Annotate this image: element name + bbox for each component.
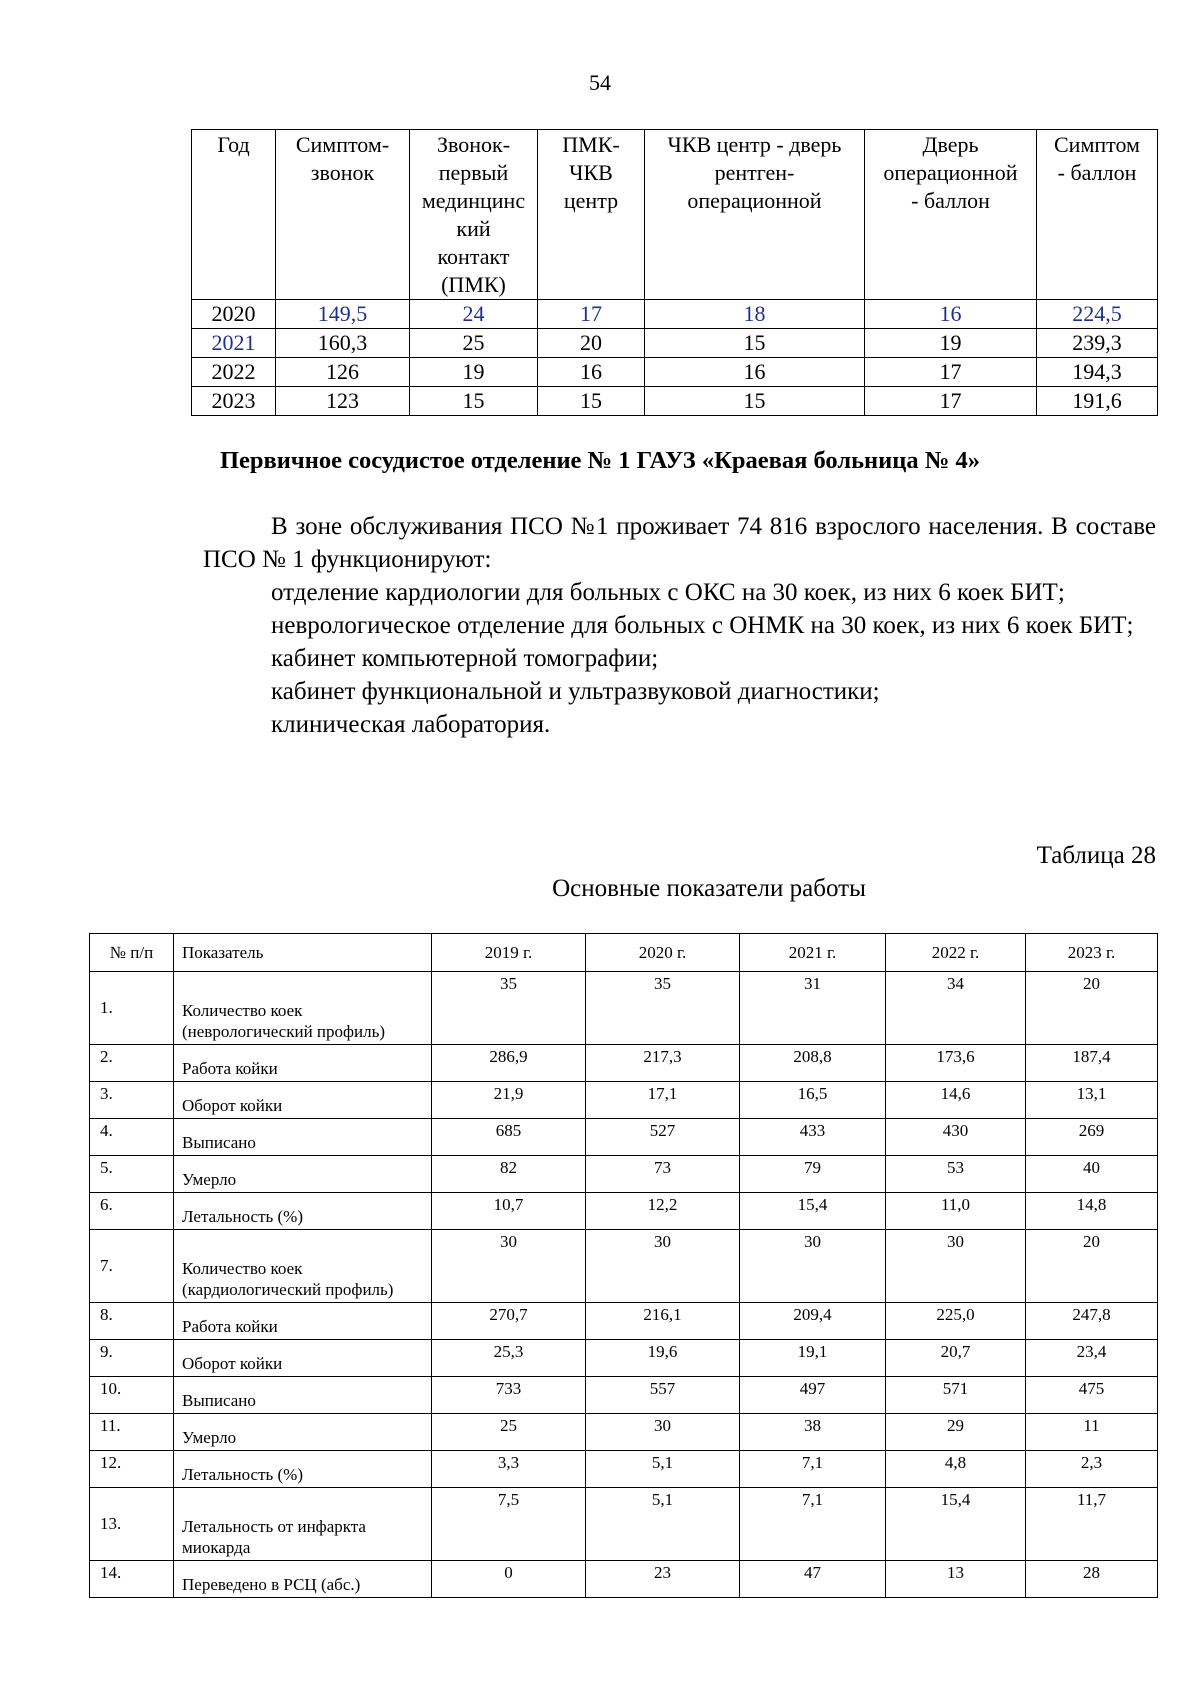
indicator-row [90,1303,1158,1340]
header-symptom-balloon: Симптом - баллон [1037,130,1158,300]
header-year-2021: 2021 г. [740,934,886,972]
indicator-index: 4. [90,1119,174,1156]
indicator-value: 34 [886,972,1026,1045]
section-body [203,510,1156,741]
timing-cell: 25 [410,329,538,358]
indicator-value: 5,1 [586,1488,740,1561]
indicator-row [90,1082,1158,1119]
indicator-value: 475 [1026,1377,1158,1414]
indicator-name: Умерло [174,1156,432,1193]
indicator-name: Выписано [174,1119,432,1156]
indicator-index: 6. [90,1193,174,1230]
header-year-2022: 2022 г. [886,934,1026,972]
indicator-value: 14,8 [1026,1193,1158,1230]
indicator-value: 35 [586,972,740,1045]
indicator-value: 216,1 [586,1303,740,1340]
indicator-value: 30 [586,1414,740,1451]
indicator-name: Работа койки [174,1303,432,1340]
indicator-index: 10. [90,1377,174,1414]
header-year-2019: 2019 г. [432,934,586,972]
indicator-row [90,972,1158,1045]
indicator-value: 208,8 [740,1045,886,1082]
indicator-value: 247,8 [1026,1303,1158,1340]
indicator-value: 20 [1026,1230,1158,1303]
body-paragraph: В зоне обслуживания ПСО №1 проживает 74 816 взрослого населения. В составе ПСО № 1 функционируют: [203,513,1156,573]
indicator-name: Оборот койки [174,1082,432,1119]
timing-cell: 224,5 [1037,300,1158,329]
indicator-index: 3. [90,1082,174,1119]
indicators-header-row [90,934,1158,972]
body-paragraph: отделение кардиологии для больных с ОКС на 30 коек, из них 6 коек БИТ; [271,579,1065,606]
indicator-value: 685 [432,1119,586,1156]
indicator-value: 23 [586,1561,740,1598]
indicator-value: 19,6 [586,1340,740,1377]
timing-table [191,129,1158,416]
indicator-value: 17,1 [586,1082,740,1119]
body-paragraph: клиническая лаборатория. [271,711,551,738]
indicator-value: 38 [740,1414,886,1451]
indicator-value: 433 [740,1119,886,1156]
indicator-index: 8. [90,1303,174,1340]
indicator-value: 571 [886,1377,1026,1414]
indicator-name: Летальность (%) [174,1451,432,1488]
indicator-value: 15,4 [740,1193,886,1230]
indicator-value: 217,3 [586,1045,740,1082]
indicator-name: Летальность от инфаркта миокарда [174,1488,432,1561]
timing-cell: 19 [865,329,1037,358]
table-number: Таблица 28 [1036,842,1156,869]
timing-cell: 123 [276,387,410,416]
timing-cell: 126 [276,358,410,387]
timing-cell: 2021 [192,329,276,358]
indicator-value: 527 [586,1119,740,1156]
indicator-value: 13 [886,1561,1026,1598]
indicator-name: Выписано [174,1377,432,1414]
indicator-value: 73 [586,1156,740,1193]
header-year-2023: 2023 г. [1026,934,1158,972]
indicator-value: 35 [432,972,586,1045]
timing-cell: 15 [538,387,645,416]
header-contact-pci: ПМК- ЧКВ центр [538,130,645,300]
indicator-value: 7,1 [740,1451,886,1488]
indicator-value: 82 [432,1156,586,1193]
page-number: 54 [589,70,611,95]
header-indicator: Показатель [174,934,432,972]
indicator-value: 53 [886,1156,1026,1193]
indicator-value: 270,7 [432,1303,586,1340]
header-index: № п/п [90,934,174,972]
timing-cell: 160,3 [276,329,410,358]
indicator-value: 733 [432,1377,586,1414]
indicator-index: 5. [90,1156,174,1193]
indicator-value: 286,9 [432,1045,586,1082]
indicators-body [90,972,1158,1598]
indicator-row [90,1340,1158,1377]
indicator-value: 11,7 [1026,1488,1158,1561]
timing-cell: 20 [538,329,645,358]
indicator-value: 47 [740,1561,886,1598]
indicator-name: Количество коек (кардиологический профиль) [174,1230,432,1303]
timing-cell: 149,5 [276,300,410,329]
indicator-value: 269 [1026,1119,1158,1156]
timing-cell: 2020 [192,300,276,329]
timing-cell: 191,6 [1037,387,1158,416]
indicator-value: 187,4 [1026,1045,1158,1082]
indicators-table [89,933,1158,1598]
header-year: Год [192,130,276,300]
timing-row-2020 [192,300,1158,329]
indicator-name: Умерло [174,1414,432,1451]
indicator-value: 10,7 [432,1193,586,1230]
indicator-value: 21,9 [432,1082,586,1119]
header-door-balloon: Дверь операционной - баллон [865,130,1037,300]
indicator-value: 31 [740,972,886,1045]
indicator-value: 25 [432,1414,586,1451]
timing-cell: 15 [410,387,538,416]
body-paragraph: неврологическое отделение для больных с ОНМК на 30 коек, из них 6 коек БИТ; [271,612,1134,639]
indicator-value: 5,1 [586,1451,740,1488]
header-symptom-call: Симптом- звонок [276,130,410,300]
indicator-value: 4,8 [886,1451,1026,1488]
indicator-value: 20 [1026,972,1158,1045]
indicator-value: 13,1 [1026,1082,1158,1119]
indicator-row [90,1119,1158,1156]
indicator-value: 497 [740,1377,886,1414]
indicator-row [90,1377,1158,1414]
indicator-value: 40 [1026,1156,1158,1193]
header-year-2020: 2020 г. [586,934,740,972]
indicator-value: 2,3 [1026,1451,1158,1488]
indicator-row [90,1045,1158,1082]
indicator-index: 1. [90,972,174,1045]
timing-cell: 16 [865,300,1037,329]
indicator-value: 11 [1026,1414,1158,1451]
indicator-index: 12. [90,1451,174,1488]
timing-cell: 2023 [192,387,276,416]
header-pci-door: ЧКВ центр - дверь рентген- операционной [645,130,865,300]
indicator-value: 3,3 [432,1451,586,1488]
timing-cell: 194,3 [1037,358,1158,387]
indicator-index: 14. [90,1561,174,1598]
indicator-name: Количество коек (неврологический профиль) [174,972,432,1045]
timing-cell: 16 [538,358,645,387]
indicator-index: 11. [90,1414,174,1451]
body-paragraph: кабинет компьютерной томографии; [271,645,659,672]
timing-cell: 17 [865,387,1037,416]
indicator-value: 14,6 [886,1082,1026,1119]
indicator-value: 19,1 [740,1340,886,1377]
indicator-value: 29 [886,1414,1026,1451]
indicator-row [90,1193,1158,1230]
indicator-value: 28 [1026,1561,1158,1598]
body-paragraph: кабинет функциональной и ультразвуковой диагностики; [271,678,880,705]
timing-cell: 15 [645,387,865,416]
indicator-value: 15,4 [886,1488,1026,1561]
indicator-value: 30 [886,1230,1026,1303]
timing-cell: 17 [538,300,645,329]
indicator-value: 11,0 [886,1193,1026,1230]
timing-row-2021 [192,329,1158,358]
indicator-value: 430 [886,1119,1026,1156]
section-heading: Первичное сосудистое отделение № 1 ГАУЗ «Краевая больница № 4» [219,447,980,474]
timing-header-row [192,130,1158,300]
indicator-name: Работа койки [174,1045,432,1082]
timing-cell: 19 [410,358,538,387]
indicator-index: 7. [90,1230,174,1303]
indicator-value: 7,1 [740,1488,886,1561]
indicator-value: 25,3 [432,1340,586,1377]
indicator-value: 12,2 [586,1193,740,1230]
indicator-index: 9. [90,1340,174,1377]
timing-cell: 239,3 [1037,329,1158,358]
indicator-row [90,1488,1158,1561]
indicator-row [90,1156,1158,1193]
indicator-value: 557 [586,1377,740,1414]
timing-cell: 16 [645,358,865,387]
indicator-index: 13. [90,1488,174,1561]
timing-cell: 18 [645,300,865,329]
indicator-value: 30 [740,1230,886,1303]
indicator-value: 79 [740,1156,886,1193]
indicator-index: 2. [90,1045,174,1082]
indicator-row [90,1451,1158,1488]
timing-row-2023 [192,387,1158,416]
indicator-name: Оборот койки [174,1340,432,1377]
indicator-value: 16,5 [740,1082,886,1119]
indicator-name: Переведено в РСЦ (абс.) [174,1561,432,1598]
indicator-value: 20,7 [886,1340,1026,1377]
timing-row-2022 [192,358,1158,387]
indicator-name: Летальность (%) [174,1193,432,1230]
indicator-value: 30 [432,1230,586,1303]
header-call-first-contact: Звонок- первый мединцинс кий контакт (ПМК) [410,130,538,300]
indicator-value: 0 [432,1561,586,1598]
indicator-value: 30 [586,1230,740,1303]
indicator-value: 7,5 [432,1488,586,1561]
indicator-value: 173,6 [886,1045,1026,1082]
timing-cell: 15 [645,329,865,358]
indicator-row [90,1230,1158,1303]
indicator-value: 225,0 [886,1303,1026,1340]
timing-cell: 2022 [192,358,276,387]
indicator-value: 23,4 [1026,1340,1158,1377]
indicator-value: 209,4 [740,1303,886,1340]
indicator-row [90,1414,1158,1451]
indicator-row [90,1561,1158,1598]
table-title: Основные показатели работы [552,875,866,902]
timing-cell: 17 [865,358,1037,387]
timing-cell: 24 [410,300,538,329]
